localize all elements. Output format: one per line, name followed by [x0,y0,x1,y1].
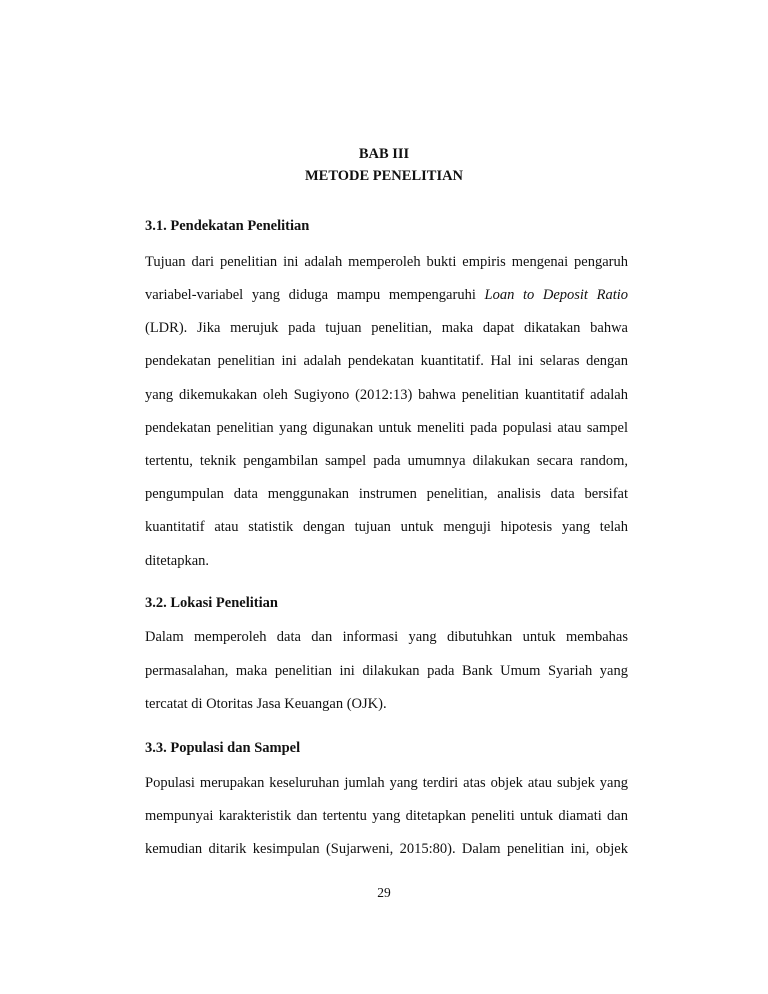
paragraph-line: kemudian ditarik kesimpulan (Sujarweni, 2015:80). Dalam penelitian ini, objek [145,841,628,857]
paragraph-line [145,286,628,304]
paragraph-line: tertentu, teknik pengambilan sampel pada umumnya dilakukan secara random, [145,453,628,469]
chapter-title: METODE PENELITIAN [304,168,464,184]
paragraph-line: (LDR). Jika merujuk pada tujuan penelitian, maka dapat dikatakan bahwa [145,320,628,336]
paragraph-line: tercatat di Otoritas Jasa Keuangan (OJK). [145,696,387,712]
paragraph-line: pendekatan penelitian yang digunakan untuk meneliti pada populasi atau sampel [145,420,628,436]
paragraph-line: Tujuan dari penelitian ini adalah memperoleh bukti empiris mengenai pengaruh [145,254,628,270]
section-heading: 3.1. Pendekatan Penelitian [145,218,310,234]
paragraph-line: yang dikemukakan oleh Sugiyono (2012:13) bahwa penelitian kuantitatif adalah [145,387,628,403]
paragraph-line: pendekatan penelitian ini adalah pendekatan kuantitatif. Hal ini selaras dengan [145,353,628,369]
chapter-number: BAB III [358,146,410,162]
paragraph-line: Dalam memperoleh data dan informasi yang dibutuhkan untuk membahas [145,629,628,645]
text-span: variabel-variabel yang diduga mampu mempengaruhi [145,287,476,303]
page-number: 29 [377,885,391,900]
section-heading: 3.2. Lokasi Penelitian [145,595,278,611]
section-heading: 3.3. Populasi dan Sampel [145,740,301,756]
italic-term: Loan to Deposit Ratio [484,287,629,303]
paragraph-line: pengumpulan data menggunakan instrumen penelitian, analisis data bersifat [145,486,628,502]
paragraph-line: kuantitatif atau statistik dengan tujuan untuk menguji hipotesis yang telah [145,519,628,535]
paragraph-line: Populasi merupakan keseluruhan jumlah yang terdiri atas objek atau subjek yang [145,775,628,791]
paragraph-line: ditetapkan. [145,553,210,569]
paragraph-line: permasalahan, maka penelitian ini dilakukan pada Bank Umum Syariah yang [145,663,628,679]
paragraph-line: mempunyai karakteristik dan tertentu yang ditetapkan peneliti untuk diamati dan [145,808,628,824]
